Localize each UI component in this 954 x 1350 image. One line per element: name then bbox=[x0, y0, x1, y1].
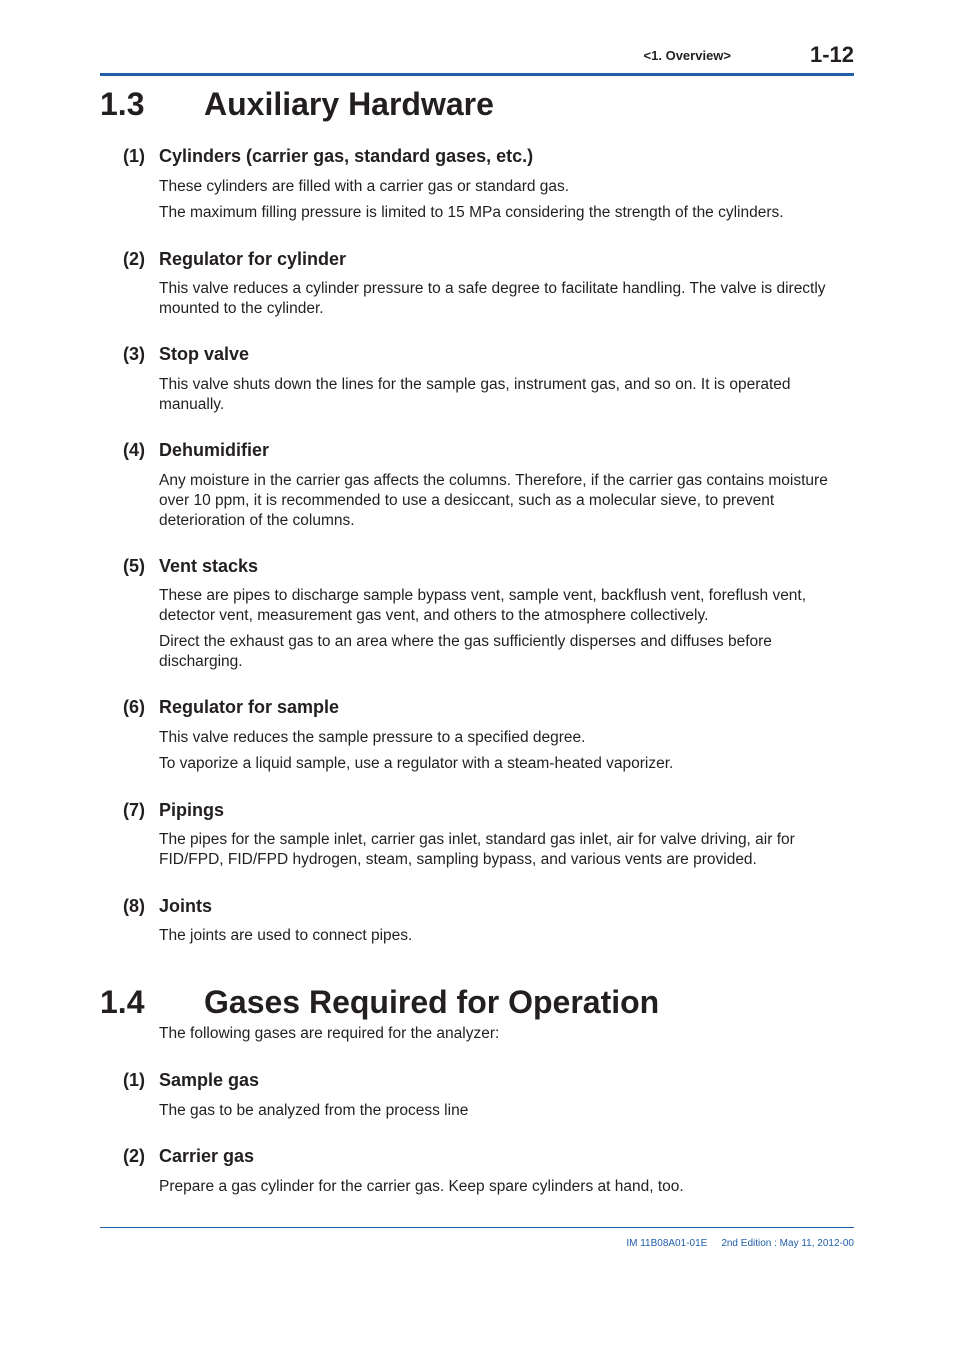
paragraph: To vaporize a liquid sample, use a regulator with a steam-heated vaporizer. bbox=[159, 755, 674, 772]
paragraph: The gas to be analyzed from the process line bbox=[159, 1102, 469, 1119]
item-heading-text: Carrier gas bbox=[159, 1146, 255, 1166]
item-number: (2) bbox=[123, 1146, 145, 1166]
section-number: 1.4 bbox=[100, 984, 145, 1020]
chapter-label: <1. Overview> bbox=[643, 48, 731, 63]
item-number: (4) bbox=[123, 440, 145, 460]
item-heading-joints bbox=[123, 894, 212, 918]
paragraph: This valve shuts down the lines for the sample gas, instrument gas, and so on. It is operated manually. bbox=[159, 376, 791, 413]
paragraph: Any moisture in the carrier gas affects the columns. Therefore, if the carrier gas contains moisture over 10 ppm, it is recommended to use a desiccant, such as a molecular sieve, to prevent deterioration of the columns. bbox=[159, 472, 828, 529]
item-heading-dehumidifier bbox=[123, 438, 269, 462]
item-number: (5) bbox=[123, 556, 145, 576]
item-number: (7) bbox=[123, 800, 145, 820]
item-heading-stop-valve bbox=[123, 342, 249, 366]
item-heading-carrier-gas bbox=[123, 1144, 254, 1168]
section-intro: The following gases are required for the analyzer: bbox=[159, 1025, 500, 1042]
paragraph: The maximum filling pressure is limited to 15 MPa considering the strength of the cylinders. bbox=[159, 204, 784, 221]
footer-divider bbox=[100, 1227, 854, 1228]
item-heading-regulator-cylinder bbox=[123, 247, 346, 271]
item-heading-text: Regulator for sample bbox=[159, 697, 340, 717]
item-heading-text: Dehumidifier bbox=[159, 440, 270, 460]
item-heading-text: Cylinders (carrier gas, standard gases, etc.) bbox=[159, 146, 534, 166]
document-id: IM 11B08A01-01E bbox=[626, 1238, 708, 1249]
item-number: (2) bbox=[123, 249, 145, 269]
item-heading-text: Stop valve bbox=[159, 344, 250, 364]
item-number: (1) bbox=[123, 146, 145, 166]
item-heading-text: Pipings bbox=[159, 800, 225, 820]
item-heading-pipings bbox=[123, 798, 224, 822]
item-number: (3) bbox=[123, 344, 145, 364]
edition-info: 2nd Edition : May 11, 2012-00 bbox=[721, 1238, 854, 1249]
item-heading-text: Vent stacks bbox=[159, 556, 259, 576]
section-title-text: Gases Required for Operation bbox=[204, 984, 660, 1020]
section-title-1-3 bbox=[100, 84, 494, 124]
section-title-text: Auxiliary Hardware bbox=[204, 86, 494, 122]
paragraph: Prepare a gas cylinder for the carrier gas. Keep spare cylinders at hand, too. bbox=[159, 1178, 684, 1195]
item-heading-sample-gas bbox=[123, 1068, 259, 1092]
page-number: 1-12 bbox=[809, 42, 854, 67]
paragraph: This valve reduces a cylinder pressure to a safe degree to facilitate handling. The valve is directly mounted to the cylinder. bbox=[159, 280, 826, 317]
item-heading-text: Joints bbox=[159, 896, 213, 916]
footer-info bbox=[626, 1238, 854, 1249]
paragraph: These are pipes to discharge sample bypass vent, sample vent, backflush vent, foreflush vent, detector vent, measurement gas vent, and others to the atmosphere collectively. bbox=[159, 587, 807, 624]
paragraph: The joints are used to connect pipes. bbox=[159, 927, 413, 944]
item-number: (1) bbox=[123, 1070, 145, 1090]
paragraph: This valve reduces the sample pressure to a specified degree. bbox=[159, 729, 586, 746]
item-heading-text: Regulator for cylinder bbox=[159, 249, 347, 269]
item-number: (6) bbox=[123, 697, 145, 717]
header-divider bbox=[100, 73, 854, 76]
item-heading-text: Sample gas bbox=[159, 1070, 260, 1090]
section-title-1-4 bbox=[100, 982, 659, 1022]
item-heading-vent-stacks bbox=[123, 554, 258, 578]
paragraph: Direct the exhaust gas to an area where the gas sufficiently disperses and diffuses before discharging. bbox=[159, 633, 772, 670]
item-heading-regulator-sample bbox=[123, 695, 339, 719]
item-number: (8) bbox=[123, 896, 145, 916]
paragraph: The pipes for the sample inlet, carrier gas inlet, standard gas inlet, air for valve driving, air for FID/FPD, FID/FPD hydrogen, steam, sampling bypass, and various vents are provided. bbox=[159, 831, 795, 868]
section-number: 1.3 bbox=[100, 86, 145, 122]
paragraph: These cylinders are filled with a carrier gas or standard gas. bbox=[159, 178, 570, 195]
item-heading-cylinders bbox=[123, 144, 533, 168]
